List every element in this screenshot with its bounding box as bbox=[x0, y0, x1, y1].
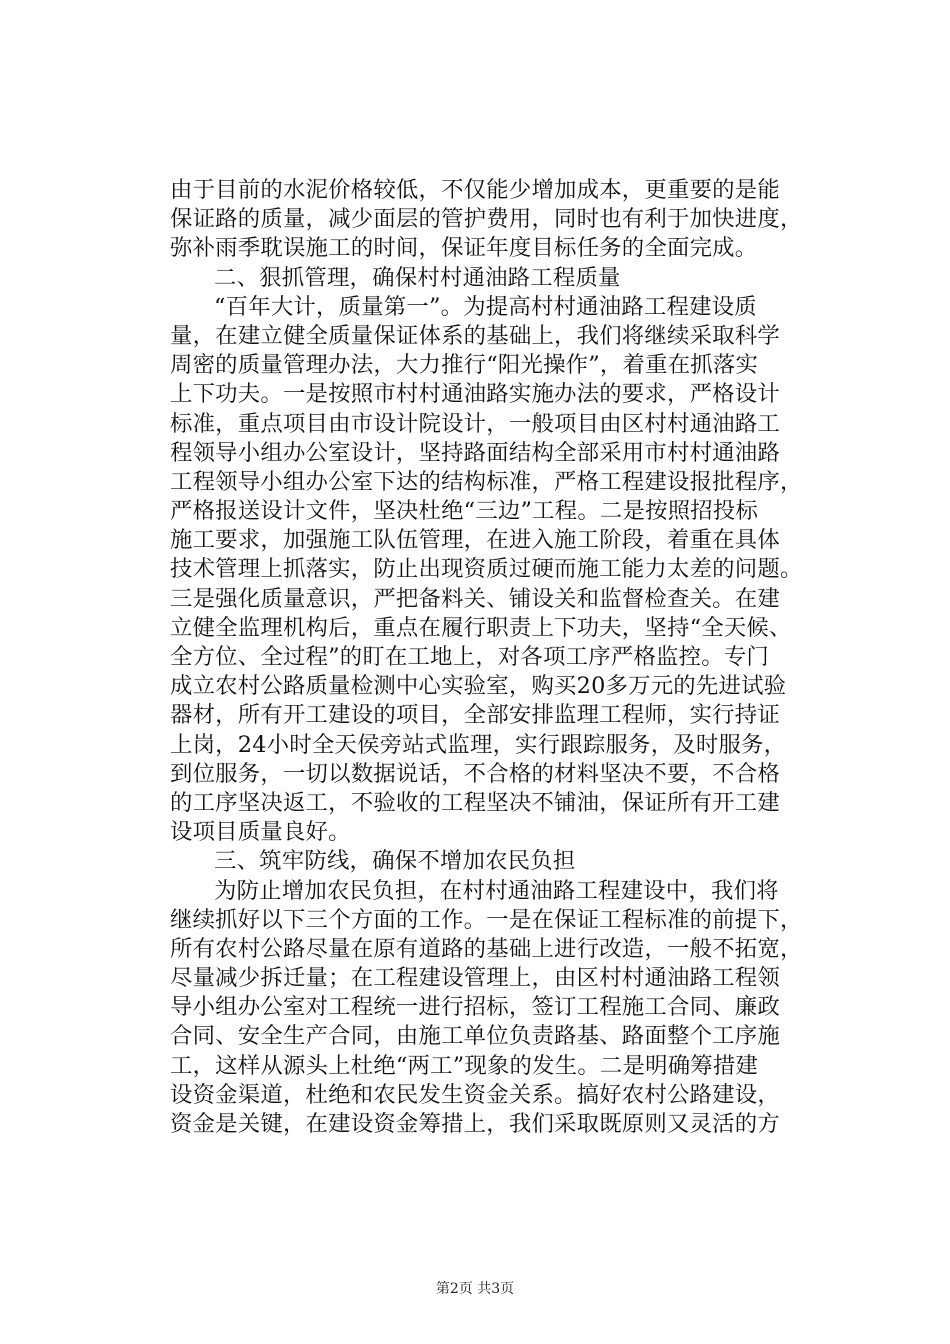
text-line: 资金是关键，在建设资金筹措上，我们采取既原则又灵活的方 bbox=[170, 1111, 780, 1137]
text-line: 工，这样从源头上杜绝“两工”现象的发生。二是明确筹措建 bbox=[170, 1052, 759, 1079]
text-line: 器材，所有开工建设的项目，全部安排监理工程师，实行持证 bbox=[170, 702, 780, 729]
text-line: 继续抓好以下三个方面的工作。一是在保证工程标准的前提下， bbox=[170, 906, 803, 933]
text-line: 保证路的质量，减少面层的管护费用，同时也有利于加快进度， bbox=[170, 206, 803, 233]
text-line: 所有农村公路尽量在原有道路的基础上进行改造，一般不拓宽， bbox=[170, 935, 803, 962]
text-line: 量，在建立健全质量保证体系的基础上，我们将继续采取科学 bbox=[170, 322, 780, 349]
text-line: 由于目前的水泥价格较低，不仅能少增加成本，更重要的是能 bbox=[170, 177, 780, 203]
text-line: 尽量减少拆迁量；在工程建设管理上，由区村村通油路工程领 bbox=[170, 965, 780, 992]
text-line: 导小组办公室对工程统一进行招标，签订工程施工合同、廉政 bbox=[170, 994, 780, 1021]
paragraph-start-line: 为防止增加农民负担，在村村通油路工程建设中，我们将 bbox=[214, 877, 779, 904]
text-line: 工程领导小组办公室下达的结构标准，严格工程建设报批程序， bbox=[170, 468, 803, 495]
text-line: 施工要求，加强施工队伍管理，在进入施工阶段，着重在具体 bbox=[170, 527, 780, 554]
text-line: 设资金渠道，杜绝和农民发生资金关系。搞好农村公路建设， bbox=[170, 1081, 780, 1108]
document-body bbox=[170, 176, 803, 1139]
page-footer bbox=[0, 1280, 950, 1298]
text-line: 立健全监理机构后，重点在履行职责上下功夫，坚持“全天候、 bbox=[170, 614, 792, 641]
text-line: 三是强化质量意识，严把备料关、铺设关和监督检查关。在建 bbox=[170, 585, 780, 612]
text-line: 程领导小组办公室设计，坚持路面结构全部采用市村村通油路 bbox=[170, 439, 780, 466]
text-line: 弥补雨季耽误施工的时间，保证年度目标任务的全面完成。 bbox=[170, 235, 758, 262]
text-line: 的工序坚决返工，不验收的工程坚决不铺油，保证所有开工建 bbox=[170, 789, 780, 816]
section-heading: 二、狠抓管理，确保村村通油路工程质量 bbox=[214, 264, 621, 291]
text-line: 标准，重点项目由市设计院设计，一般项目由区村村通油路工 bbox=[170, 410, 780, 437]
page-number: 第2页 共3页 bbox=[435, 1281, 515, 1297]
text-line: 严格报送设计文件，坚决杜绝“三边”工程。二是按照招投标 bbox=[170, 498, 759, 525]
text-line: 全方位、全过程”的盯在工地上，对各项工序严格监控。专门 bbox=[170, 644, 770, 670]
paragraph-start-line: “百年大计，质量第一”。为提高村村通油路工程建设质 bbox=[214, 293, 757, 320]
section-heading: 三、筑牢防线，确保不增加农民负担 bbox=[214, 848, 576, 875]
text-line: 上岗，24小时全天侯旁站式监理，实行跟踪服务，及时服务， bbox=[170, 731, 787, 758]
text-line: 技术管理上抓落实，防止出现资质过硬而施工能力太差的问题。 bbox=[170, 556, 803, 583]
text-line: 到位服务，一切以数据说话，不合格的材料坚决不要，不合格 bbox=[170, 760, 780, 787]
text-line: 合同、安全生产合同，由施工单位负责路基、路面整个工序施 bbox=[170, 1023, 780, 1050]
text-line: 上下功夫。一是按照市村村通油路实施办法的要求，严格设计 bbox=[170, 381, 780, 408]
text-line: 设项目质量良好。 bbox=[170, 819, 351, 846]
text-line: 周密的质量管理办法，大力推行“阳光操作”，着重在抓落实 bbox=[170, 352, 759, 379]
text-line: 成立农村公路质量检测中心实验室，购买20多万元的先进试验 bbox=[170, 673, 787, 700]
